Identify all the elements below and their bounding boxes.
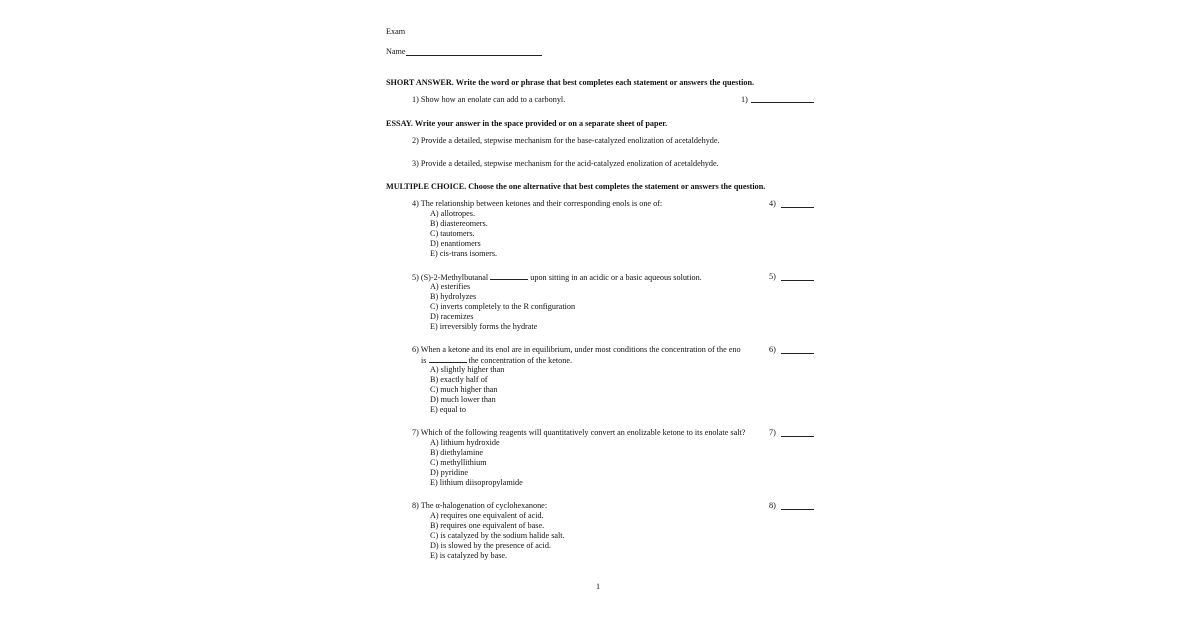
question-8-option-b[interactable]: B) requires one equivalent of base. [430, 521, 545, 530]
multiple-choice-heading: MULTIPLE CHOICE. Choose the one alternative that best completes the statement or answers the question. [386, 182, 766, 191]
question-8-answer-field[interactable] [781, 509, 814, 510]
question-8-option-d[interactable]: D) is slowed by the presence of acid. [430, 541, 551, 550]
question-7-option-d[interactable]: D) pyridine [430, 468, 468, 477]
question-5-answer-label: 5) [769, 272, 776, 281]
question-4-answer-label: 4) [769, 199, 776, 208]
name-label [386, 47, 406, 56]
question-1-text: 1) Show how an enolate can add to a carbonyl. [412, 95, 566, 104]
question-6-answer-field[interactable] [781, 353, 814, 354]
question-5-text [412, 272, 702, 282]
question-7-option-a[interactable]: A) lithium hydroxide [430, 438, 500, 447]
question-6-option-d[interactable]: D) much lower than [430, 395, 496, 404]
name-label-text: Name [386, 47, 406, 56]
question-2-text: 2) Provide a detailed, stepwise mechanism for the base-catalyzed enolization of acetaldehyde. [412, 136, 720, 145]
question-4-answer-field[interactable] [781, 207, 814, 208]
question-6-text-line2-after: the concentration of the ketone. [468, 356, 573, 365]
question-6-text-line2 [421, 355, 572, 365]
question-6-answer-label: 6) [769, 345, 776, 354]
question-8-option-a[interactable]: A) requires one equivalent of acid. [430, 511, 544, 520]
page-number: 1 [596, 582, 601, 591]
question-5-answer-field[interactable] [781, 280, 814, 281]
question-5-option-d[interactable]: D) racemizes [430, 312, 474, 321]
question-8-answer-label: 8) [769, 501, 776, 510]
question-6-option-c[interactable]: C) much higher than [430, 385, 498, 394]
question-4-option-c[interactable]: C) tautomers. [430, 229, 475, 238]
question-6-inline-blank [429, 355, 467, 363]
question-5-option-b[interactable]: B) hydrolyzes [430, 292, 477, 301]
question-8-option-e[interactable]: E) is catalyzed by base. [430, 551, 508, 560]
short-answer-heading: SHORT ANSWER. Write the word or phrase that best completes each statement or answers the question. [386, 78, 755, 87]
question-7-option-e[interactable]: E) lithium diisopropylamide [430, 478, 523, 487]
question-4-text: 4) The relationship between ketones and their corresponding enols is one of: [412, 199, 663, 208]
question-7-option-b[interactable]: B) diethylamine [430, 448, 483, 457]
question-4-option-a[interactable]: A) allotropes. [430, 209, 476, 218]
name-field[interactable] [406, 55, 542, 56]
question-8-text: 8) The α-halogenation of cyclohexanone: [412, 501, 548, 510]
question-5-option-e[interactable]: E) irreversibly forms the hydrate [430, 322, 538, 331]
question-7-answer-label: 7) [769, 428, 776, 437]
exam-title: Exam [386, 27, 406, 36]
question-1-answer-field[interactable] [751, 102, 814, 103]
question-5-inline-blank [490, 272, 528, 280]
question-6-option-b[interactable]: B) exactly half of [430, 375, 488, 384]
question-7-answer-field[interactable] [781, 436, 814, 437]
question-4-option-b[interactable]: B) diastereomers. [430, 219, 488, 228]
question-5-option-a[interactable]: A) esterifies [430, 282, 471, 291]
question-1-answer-label: 1) [741, 95, 748, 104]
question-6-option-a[interactable]: A) slightly higher than [430, 365, 505, 374]
question-5-text-after: upon sitting in an acidic or a basic aqueous solution. [530, 273, 702, 282]
question-5-text-before: 5) (S)-2-Methylbutanal [412, 273, 489, 282]
question-5-option-c[interactable]: C) inverts completely to the R configuration [430, 302, 576, 311]
question-6-text-line2-before: is [421, 356, 427, 365]
question-8-option-c[interactable]: C) is catalyzed by the sodium halide salt. [430, 531, 565, 540]
question-6-text-line1: 6) When a ketone and its enol are in equilibrium, under most conditions the concentration of the eno [412, 345, 741, 354]
question-3-text: 3) Provide a detailed, stepwise mechanism for the acid-catalyzed enolization of acetaldehyde. [412, 159, 719, 168]
question-6-option-e[interactable]: E) equal to [430, 405, 466, 414]
essay-heading: ESSAY. Write your answer in the space provided or on a separate sheet of paper. [386, 119, 668, 128]
question-7-text: 7) Which of the following reagents will quantitatively convert an enolizable ketone to its enolate salt? [412, 428, 746, 437]
question-7-option-c[interactable]: C) methyllithium [430, 458, 487, 467]
question-4-option-e[interactable]: E) cis-trans isomers. [430, 249, 498, 258]
question-4-option-d[interactable]: D) enantiomers [430, 239, 481, 248]
